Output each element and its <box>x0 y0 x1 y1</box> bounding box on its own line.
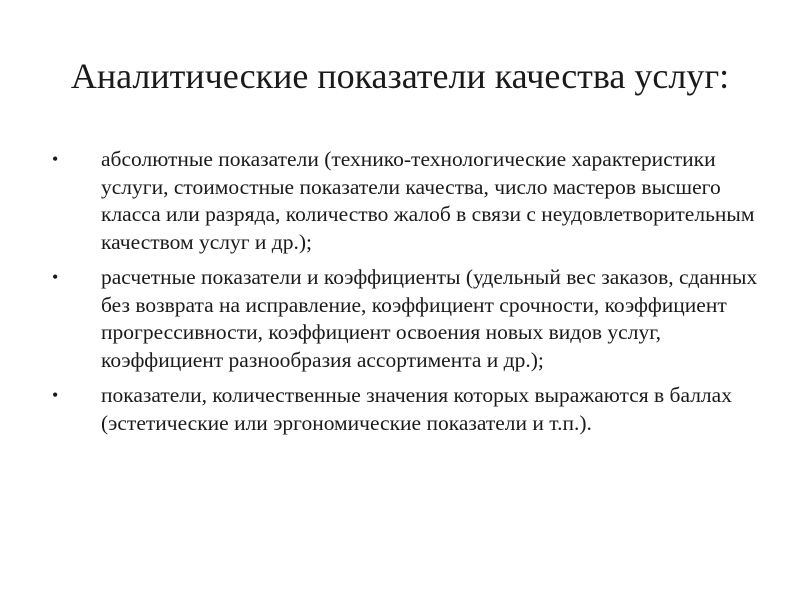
bullet-text: показатели, количественные значения которых выражаются в баллах (эстетические или эргономические показатели и т.п.). <box>101 383 732 435</box>
bullet-item-calculated <box>50 264 762 374</box>
bullet-icon: • <box>52 149 59 169</box>
bullet-icon: • <box>52 267 59 287</box>
bullet-item-absolute <box>50 146 762 256</box>
bullet-text: расчетные показатели и коэффициенты (удельный вес заказов, сданных без возврата на исправление, коэффициент срочности, коэффициент прогрессивности, коэффициент освоения новых видов услуг, коэффициент разнообразия ассортимента и др.); <box>101 265 758 372</box>
slide-title: Аналитические показатели качества услуг: <box>70 56 730 97</box>
bullet-icon: • <box>52 385 59 405</box>
bullet-list <box>50 146 762 445</box>
bullet-text: абсолютные показатели (технико-технологические характеристики услуги, стоимостные показатели качества, число мастеров высшего класса или разряда, количество жалоб в связи с неудовлетворительным качеством услуг и др.); <box>101 147 755 254</box>
bullet-item-points <box>50 382 762 437</box>
